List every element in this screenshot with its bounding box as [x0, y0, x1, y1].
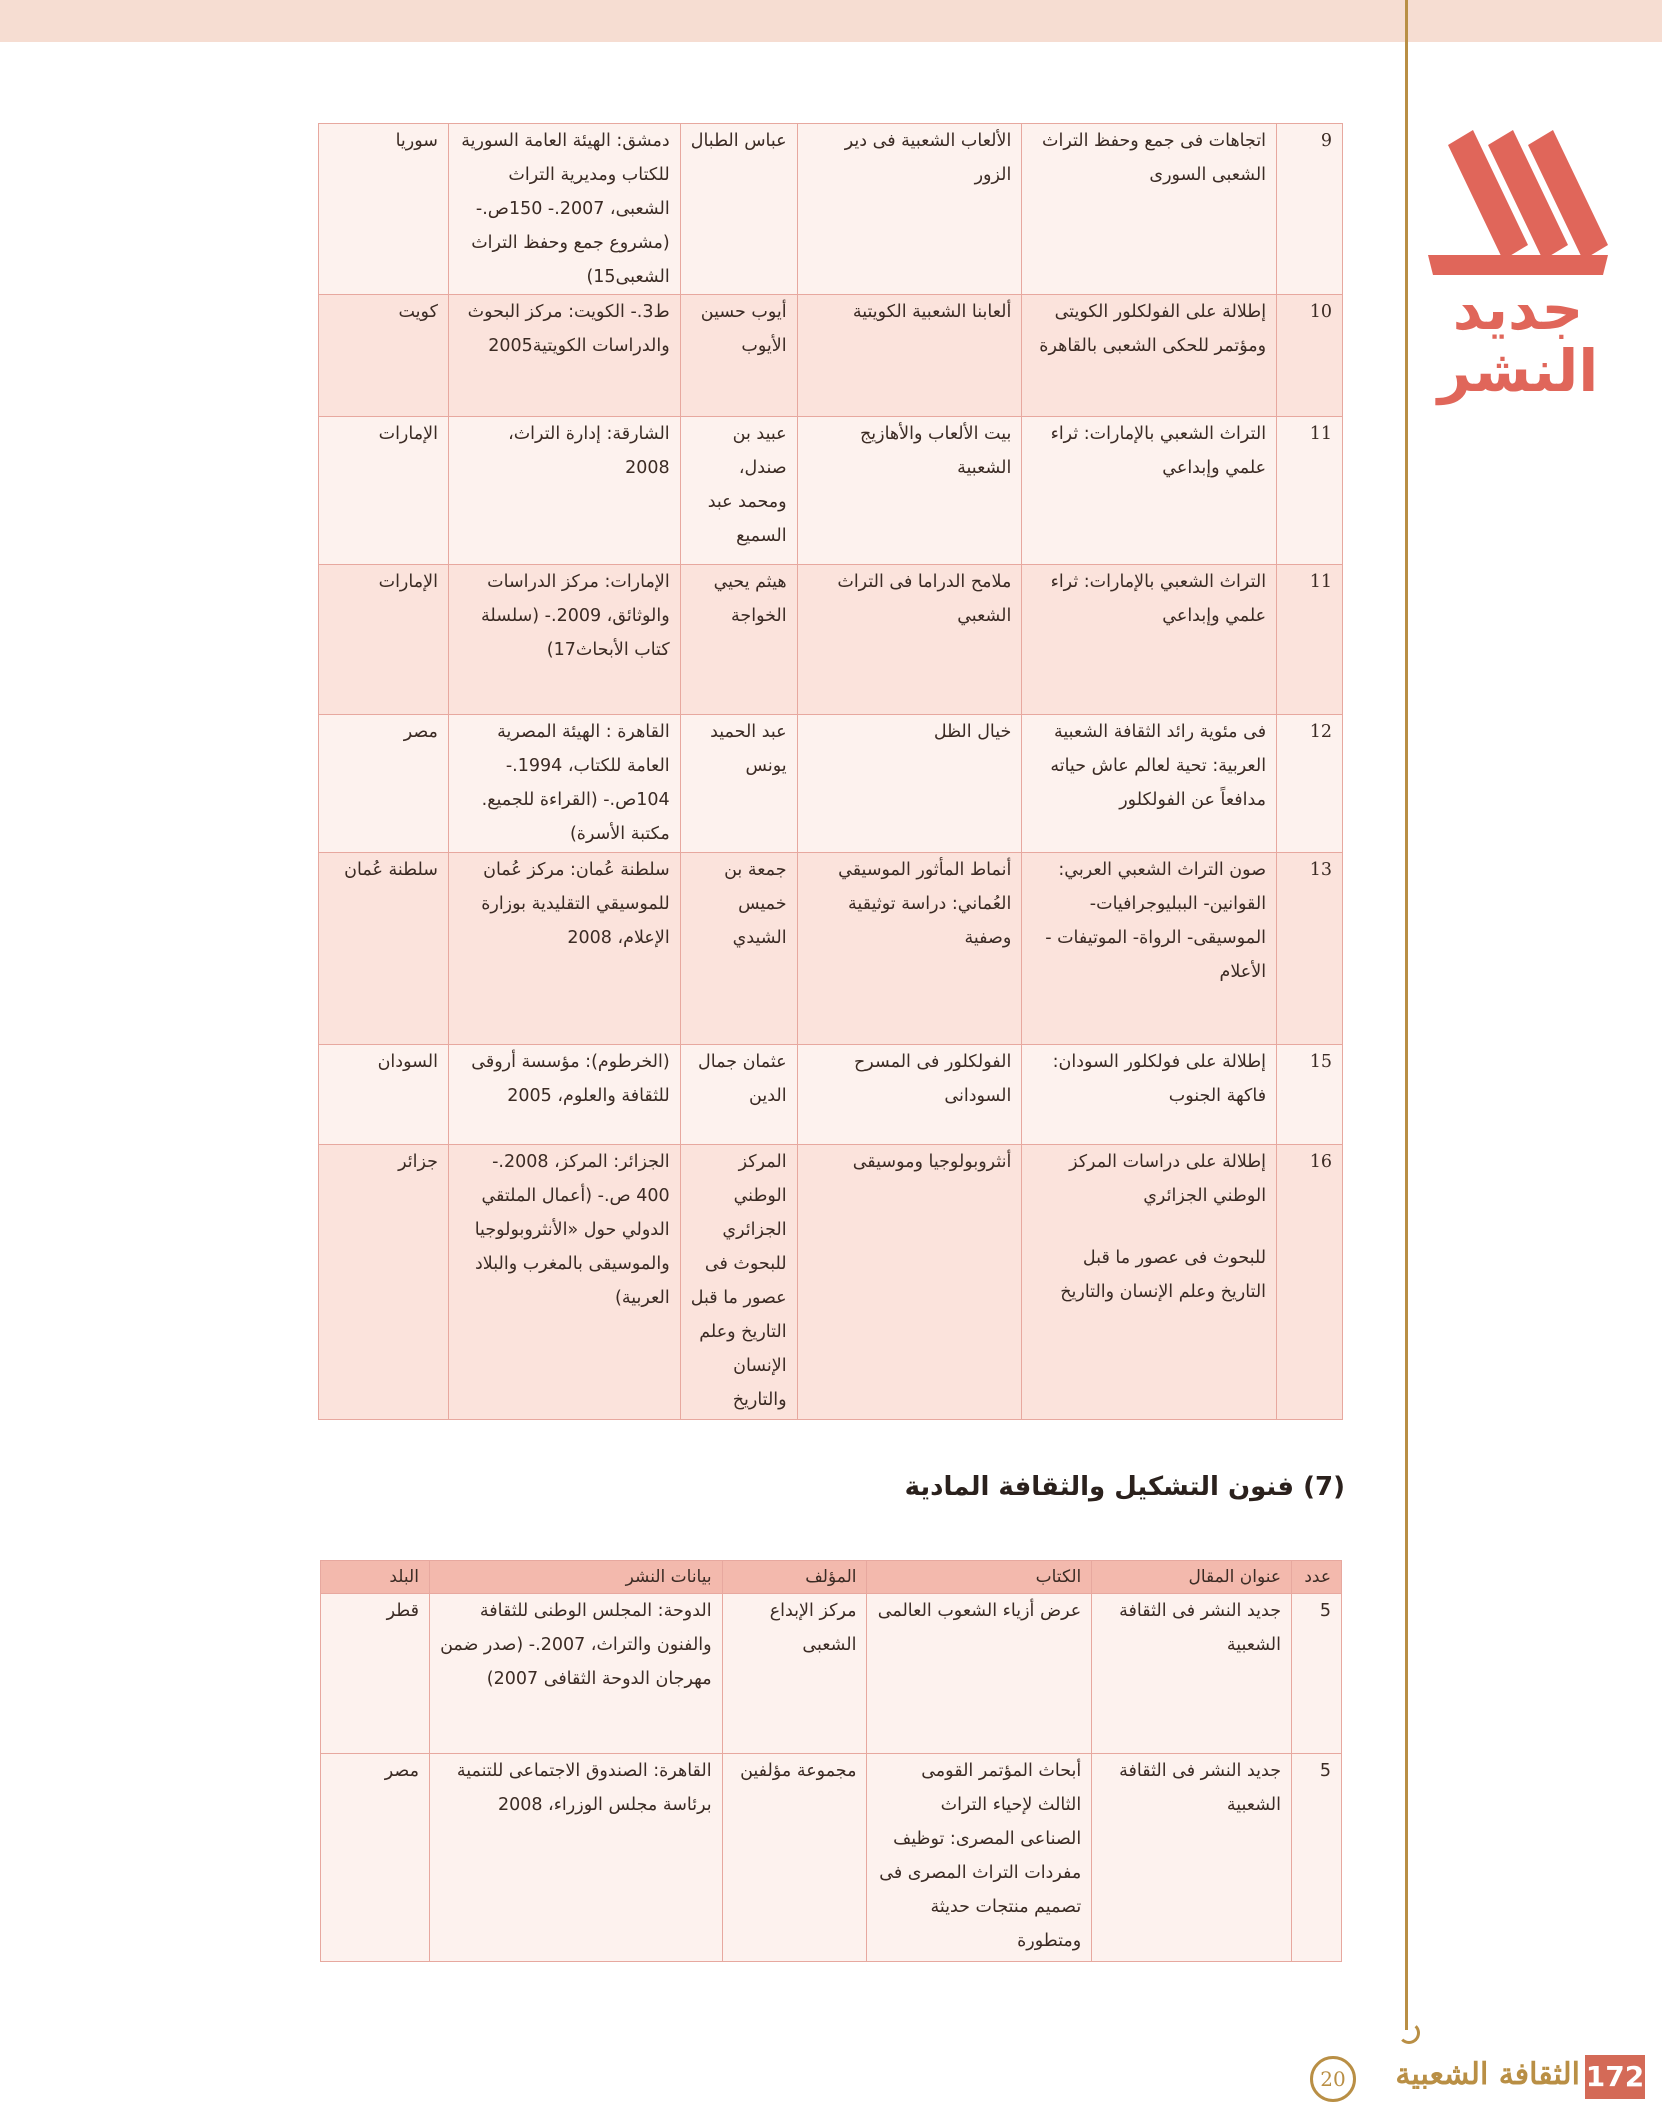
article-title — [1022, 1145, 1277, 1420]
country: الإمارات — [319, 565, 449, 715]
author: أيوب حسين الأيوب — [680, 295, 797, 417]
article-title: التراث الشعبي بالإمارات: ثراء علمي وإبداعي — [1022, 417, 1277, 565]
logo-line-1: جديد — [1452, 275, 1584, 343]
publication-info: دمشق: الهيئة العامة السورية للكتاب ومديرية التراث الشعبى، 2007.- 150ص.- (مشروع جمع وحفظ التراث الشعبى15) — [448, 124, 680, 295]
issue-number: 5 — [1292, 1594, 1342, 1754]
header-country: البلد — [321, 1561, 430, 1594]
book-title: الألعاب الشعبية فى دير الزور — [797, 124, 1022, 295]
author: هيثم يحيي الخواجة — [680, 565, 797, 715]
issue-number: 12 — [1277, 715, 1343, 853]
country: سلطنة عُمان — [319, 853, 449, 1045]
publication-info: الإمارات: مركز الدراسات والوثائق، 2009.- (سلسلة كتاب الأبحاث17) — [448, 565, 680, 715]
publication-info: الشارقة: إدارة التراث، 2008 — [448, 417, 680, 565]
country: مصر — [319, 715, 449, 853]
book-title: الفولكلور فى المسرح السودانى — [797, 1045, 1022, 1145]
author: المركز الوطني الجزائري للبحوث فى عصور ما قبل التاريخ وعلم الإنسان والتاريخ — [680, 1145, 797, 1420]
table-row — [319, 853, 1343, 1045]
logo-line-2: النشر — [1437, 337, 1599, 405]
country: السودان — [319, 1045, 449, 1145]
publication-info: سلطنة عُمان: مركز عُمان للموسيقي التقليدية بوزارة الإعلام، 2008 — [448, 853, 680, 1045]
author: عثمان جمال الدين — [680, 1045, 797, 1145]
table-row — [319, 715, 1343, 853]
country: قطر — [321, 1594, 430, 1754]
author: جمعة بن خميس الشيدي — [680, 853, 797, 1045]
issue-number: 16 — [1277, 1145, 1343, 1420]
book-title: خيال الظل — [797, 715, 1022, 853]
issue-number: 10 — [1277, 295, 1343, 417]
table-row — [321, 1754, 1342, 1962]
section-title: (7) فنون التشكيل والثقافة المادية — [904, 1472, 1345, 1502]
country: كويت — [319, 295, 449, 417]
table-row — [319, 1045, 1343, 1145]
table-row — [321, 1594, 1342, 1754]
issue-number: 9 — [1277, 124, 1343, 295]
page-number: 172 — [1585, 2055, 1645, 2099]
issue-number-badge: 20 — [1310, 2056, 1356, 2102]
side-rule-curl — [1398, 2022, 1420, 2044]
article-title: اتجاهات فى جمع وحفظ التراث الشعبى السورى — [1022, 124, 1277, 295]
table-row — [319, 295, 1343, 417]
issue-number: 11 — [1277, 565, 1343, 715]
article-title: فى مئوية رائد الثقافة الشعبية العربية: تحية لعالم عاش حياته مدافعاً عن الفولكلور — [1022, 715, 1277, 853]
table-row — [319, 124, 1343, 295]
book-title: أبحاث المؤتمر القومى الثالث لإحياء التراث الصناعى المصرى: توظيف مفردات التراث المصرى فى تصميم منتجات حديثة ومتطورة — [867, 1754, 1092, 1962]
book-title: ألعابنا الشعبية الكويتية — [797, 295, 1022, 417]
book-title: أنثروبولوجيا وموسيقى — [797, 1145, 1022, 1420]
header-publication: بيانات النشر — [429, 1561, 722, 1594]
books-table-continued — [318, 123, 1343, 1420]
publication-info: (الخرطوم): مؤسسة أروقى للثقافة والعلوم، 2005 — [448, 1045, 680, 1145]
article-title: إطلالة على الفولكلور الكويتى ومؤتمر للحكى الشعبى بالقاهرة — [1022, 295, 1277, 417]
publication-info: القاهرة : الهيئة المصرية العامة للكتاب، 1994.- 104ص.- (القراءة للجميع. مكتبة الأسرة) — [448, 715, 680, 853]
article-title: إطلالة على فولكلور السودان: فاكهة الجنوب — [1022, 1045, 1277, 1145]
author: عباس الطبال — [680, 124, 797, 295]
author: مركز الإبداع الشعبى — [722, 1594, 867, 1754]
author: مجموعة مؤلفين — [722, 1754, 867, 1962]
article-title: صون التراث الشعبي العربي: القوانين- الببليوجرافيات- الموسيقى- الرواة- الموتيفات - الأعلام — [1022, 853, 1277, 1045]
country: جزائر — [319, 1145, 449, 1420]
author: عبد الحميد يونس — [680, 715, 797, 853]
author: عبيد بن صندل، ومحمد عبد السميع — [680, 417, 797, 565]
header-book: الكتاب — [867, 1561, 1092, 1594]
article-title: جديد النشر فى الثقافة الشعبية — [1092, 1594, 1292, 1754]
publication-info: ط3.- الكويت: مركز البحوث والدراسات الكويتية2005 — [448, 295, 680, 417]
issue-number: 5 — [1292, 1754, 1342, 1962]
table-row — [319, 565, 1343, 715]
book-title: عرض أزياء الشعوب العالمى — [867, 1594, 1092, 1754]
header-article: عنوان المقال — [1092, 1561, 1292, 1594]
article-title-part-1: إطلالة على دراسات المركز الوطني الجزائري — [1069, 1152, 1267, 1206]
magazine-title: الثقافة الشعبية — [1395, 2057, 1580, 2092]
material-culture-table — [320, 1560, 1342, 1962]
table-row — [319, 1145, 1343, 1420]
issue-number: 11 — [1277, 417, 1343, 565]
table-header-row — [321, 1561, 1342, 1594]
header-number: عدد — [1292, 1561, 1342, 1594]
top-color-band — [0, 0, 1662, 42]
table-row — [319, 417, 1343, 565]
issue-number: 15 — [1277, 1045, 1343, 1145]
publication-info: الجزائر: المركز، 2008.- 400 ص.- (أعمال الملتقي الدولي حول «الأنثروبولوجيا والموسيقى بالمغرب والبلاد العربية) — [448, 1145, 680, 1420]
country: سوريا — [319, 124, 449, 295]
book-title: بيت الألعاب والأهازيج الشعبية — [797, 417, 1022, 565]
book-title: ملامح الدراما فى التراث الشعبي — [797, 565, 1022, 715]
article-title: جديد النشر فى الثقافة الشعبية — [1092, 1754, 1292, 1962]
side-gold-rule — [1405, 0, 1408, 2030]
publication-info: القاهرة: الصندوق الاجتماعى للتنمية برئاسة مجلس الوزراء، 2008 — [429, 1754, 722, 1962]
logo-wordmark — [1418, 275, 1618, 405]
article-title: التراث الشعبي بالإمارات: ثراء علمي وإبداعي — [1022, 565, 1277, 715]
book-title: أنماط المأثور الموسيقي العُماني: دراسة توثيقية وصفية — [797, 853, 1022, 1045]
header-author: المؤلف — [722, 1561, 867, 1594]
country: الإمارات — [319, 417, 449, 565]
country: مصر — [321, 1754, 430, 1962]
publication-info: الدوحة: المجلس الوطنى للثقافة والفنون والتراث، 2007.- (صدر ضمن مهرجان الدوحة الثقافى 2007) — [429, 1594, 722, 1754]
article-title-part-2: للبحوث فى عصور ما قبل التاريخ وعلم الإنسان والتاريخ — [1060, 1248, 1267, 1302]
issue-number: 13 — [1277, 853, 1343, 1045]
